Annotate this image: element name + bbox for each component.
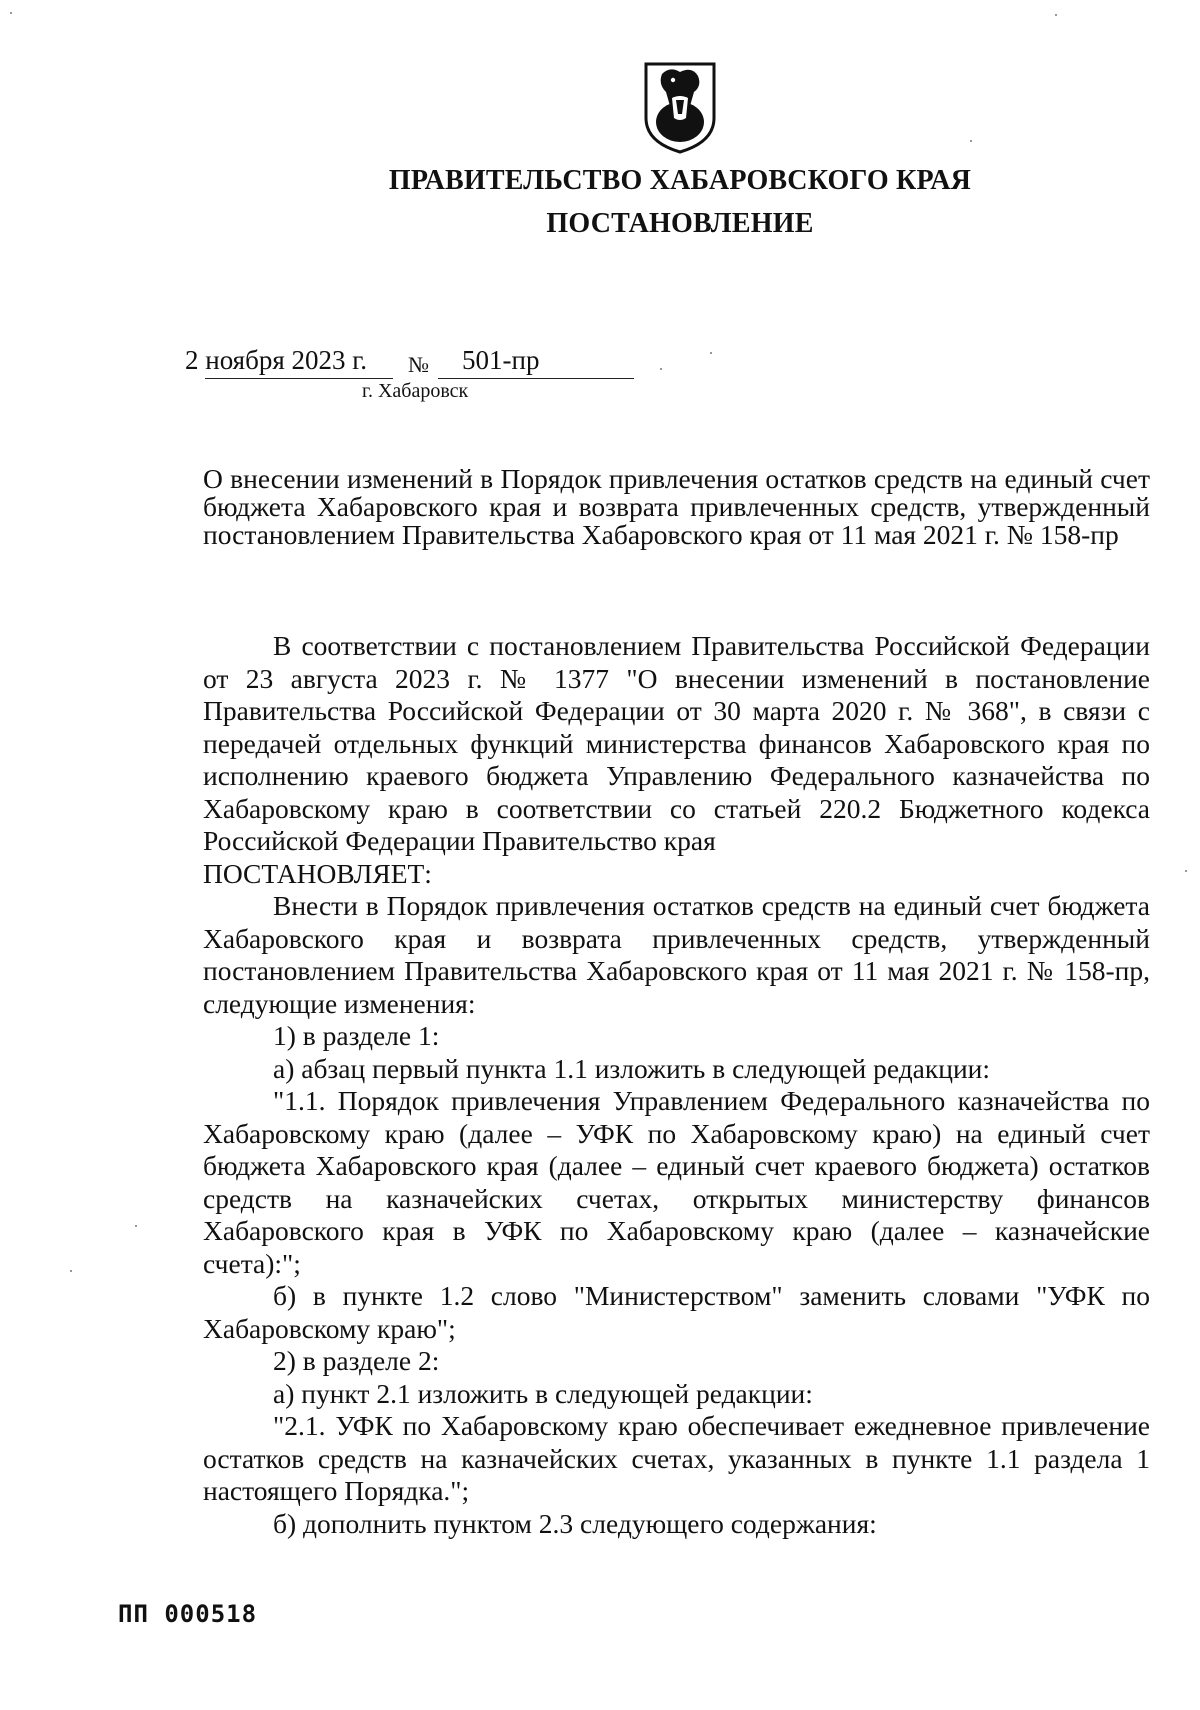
- section-1-heading: 1) в разделе 1:: [273, 1020, 440, 1051]
- coat-of-arms-emblem: [640, 60, 720, 156]
- number-underline: [438, 378, 634, 379]
- scan-speck: [10, 12, 12, 14]
- scan-speck: [70, 1270, 72, 1272]
- section-2-heading: 2) в разделе 2:: [273, 1345, 440, 1376]
- body-paragraph: а) пункт 2.1 изложить в следующей редакции:: [273, 1377, 813, 1409]
- preamble-paragraph: В соответствии с постановлением Правительства Российской Федерации от 23 августа 2023 г. № 1377 "О внесении изменений в постановление Правительства Российской Федерации от 30 марта 2020 г. № 368", в связи с передачей отдельных функций министерства финансов Хабаровского края по исполнению краевого бюджета Управлению Федерального казначейства по Хабаровскому краю в соответствии со статьей 220.2 Бюджетного кодекса Российской Федерации Правительство края: [203, 630, 1150, 856]
- city-label: г. Хабаровск: [362, 380, 469, 402]
- government-name: ПРАВИТЕЛЬСТВО ХАБАРОВСКОГО КРАЯ: [388, 165, 972, 196]
- scan-speck: [1185, 870, 1187, 872]
- document-body: [203, 630, 1150, 1540]
- quoted-clause-1-1: "1.1. Порядок привлечения Управлением Федерального казначейства по Хабаровскому краю (далее – УФК по Хабаровскому краю) на единый счет бюджета Хабаровского края (далее – единый счет краевого бюджета) остатков средств на казначейских счетах, открытых министерству финансов Хабаровского края в УФК по Хабаровскому краю (далее – казначейские счета):";: [203, 1085, 1150, 1279]
- resolves-keyword: ПОСТАНОВЛЯЕТ:: [203, 857, 432, 889]
- document-subject: О внесении изменений в Порядок привлечения остатков средств на единый счет бюджета Хабаровского края и возврата привлеченных средств, утвержденный постановлением Правительства Хабаровского края от 11 мая 2021 г. № 158-пр: [203, 463, 1150, 550]
- body-paragraph: б) дополнить пунктом 2.3 следующего содержания:: [273, 1507, 877, 1539]
- scan-speck: [1055, 14, 1057, 16]
- scan-speck: [710, 352, 712, 354]
- body-paragraph: Внести в Порядок привлечения остатков средств на единый счет бюджета Хабаровского края и возврата привлеченных средств, утвержденный постановлением Правительства Хабаровского края от 11 мая 2021 г. № 158-пр, следующие изменения:: [203, 890, 1150, 1019]
- quoted-clause-2-1: "2.1. УФК по Хабаровскому краю обеспечивает ежедневное привлечение остатков средств на казначейских счетах, указанных в пункте 1.1 раздела 1 настоящего Порядка.";: [203, 1410, 1150, 1506]
- number-sign: №: [408, 352, 429, 377]
- form-serial-number: ПП 000518: [118, 1600, 258, 1628]
- document-type-title: ПОСТАНОВЛЕНИЕ: [546, 208, 814, 239]
- date-underline: [205, 378, 393, 379]
- scan-speck: [970, 140, 972, 142]
- body-paragraph: б) в пункте 1.2 слово "Министерством" заменить словами "УФК по Хабаровскому краю";: [203, 1280, 1150, 1344]
- body-paragraph: а) абзац первый пункта 1.1 изложить в следующей редакции:: [273, 1052, 991, 1084]
- scan-speck: [135, 1225, 137, 1227]
- document-date: 2 ноября 2023 г.: [185, 345, 368, 375]
- document-number: 501-пр: [462, 345, 540, 375]
- scan-speck: [660, 368, 662, 370]
